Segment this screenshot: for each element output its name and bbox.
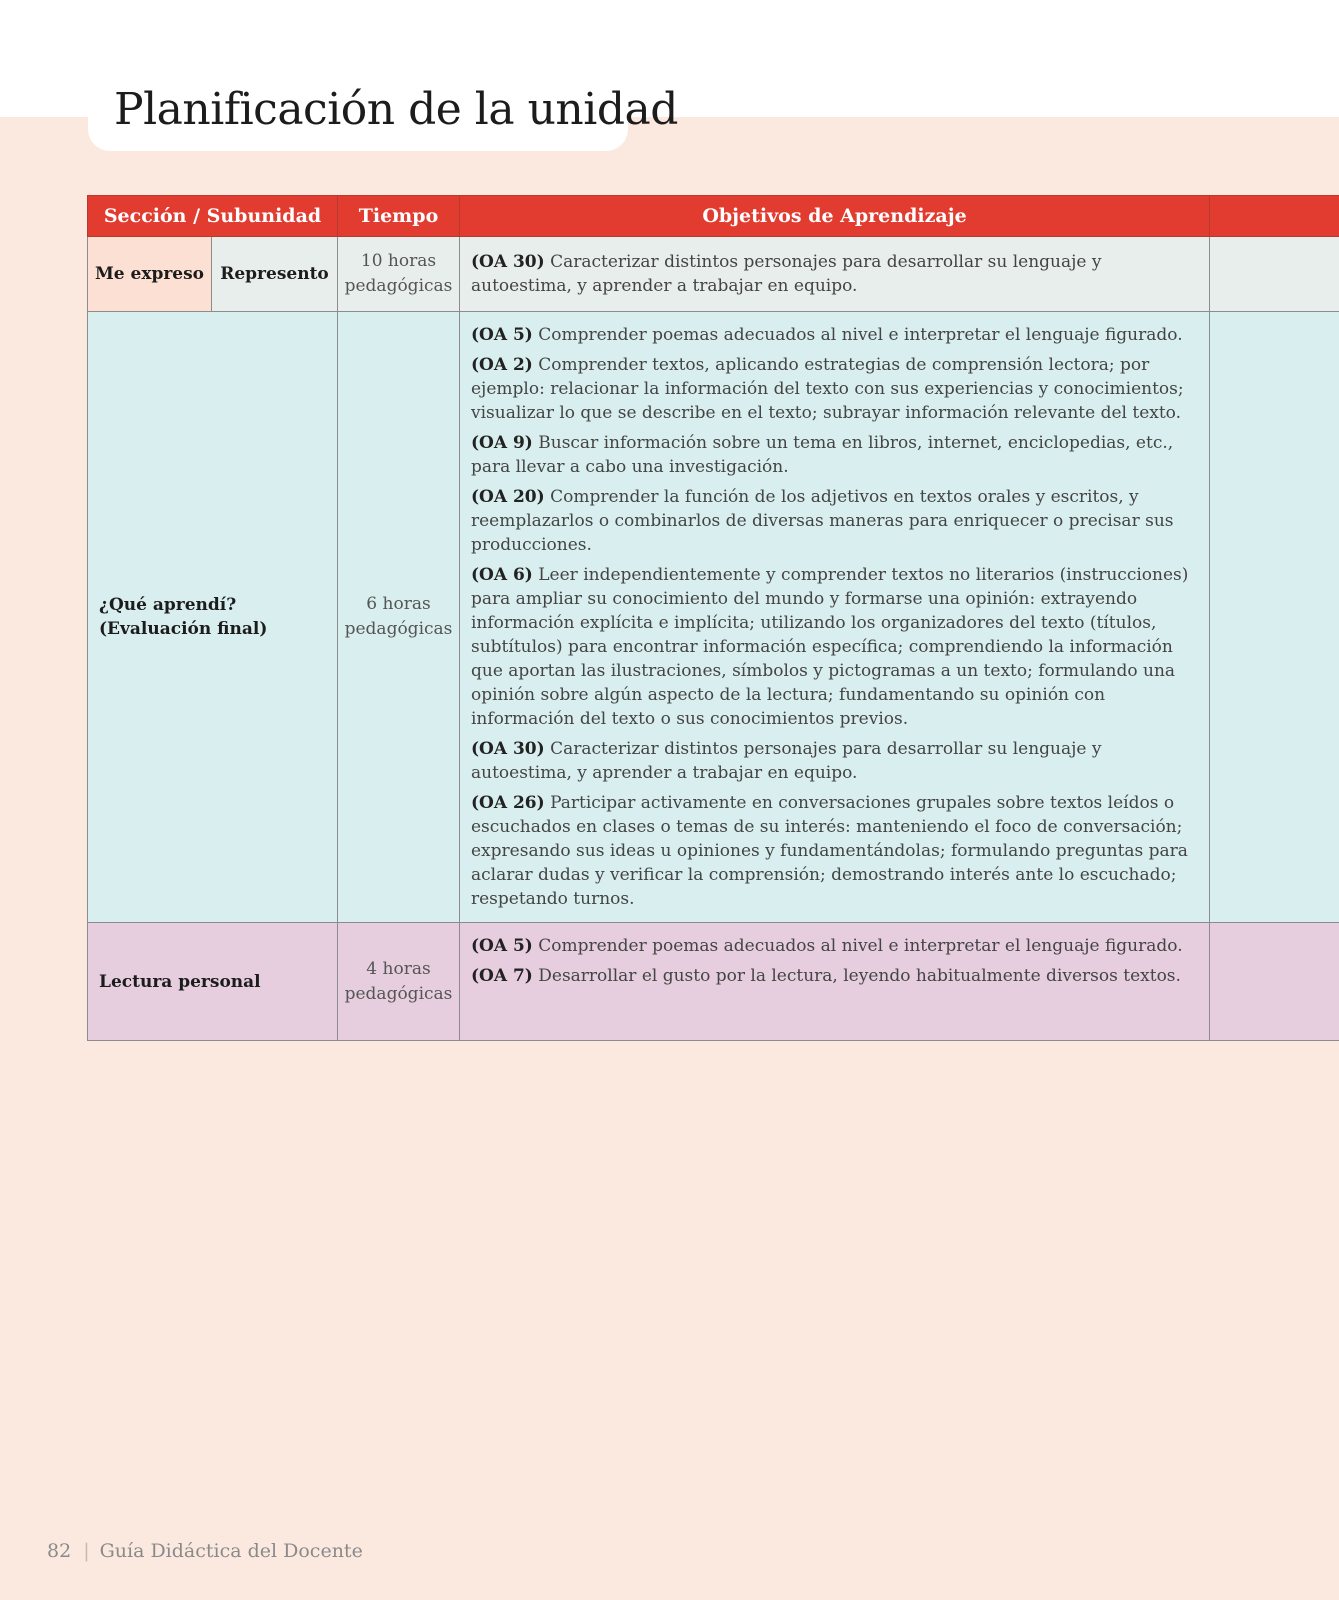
time-cell: 4 horas pedagógicas [338,923,460,1041]
extra-cell [1210,923,1339,1041]
objective-code: (OA 7) [471,966,533,986]
section-cell-que-aprendi [88,312,338,923]
objective-text: Comprender la función de los adjetivos en textos orales y escritos, y reemplazarlos o combinarlos de diversas maneras para enriquecer o precisar sus producciones. [471,487,1174,555]
header-section: Sección / Subunidad [88,196,338,237]
objective-text: Leer independientemente y comprender textos no literarios (instrucciones) para ampliar su conocimiento del mundo y formarse una opinión: extrayendo información explícita e implícita; utilizando los organizadores del texto (títulos, subtítulos) para encontrar información específica; comprendiendo la información que aportan las ilustraciones, símbolos y pictogramas a un texto; formulando una opinión sobre algún aspecto de la lectura; fundamentando su opinión con información del texto o sus conocimientos previos. [471,565,1189,729]
objective-text: Caracterizar distintos personajes para desarrollar su lenguaje y autoestima, y aprender a trabajar en equipo. [471,739,1102,783]
header-objectives: Objetivos de Aprendizaje [460,196,1210,237]
objective-code: (OA 9) [471,433,533,453]
section-label-line: ¿Qué aprendí? [99,595,237,615]
objective-item [471,323,1199,347]
section-cell-me-expreso: Me expreso [88,237,212,312]
section-cell-lectura-personal: Lectura personal [88,923,338,1041]
objective-text: Comprender poemas adecuados al nivel e interpretar el lenguaje figurado. [532,325,1183,345]
objective-code: (OA 6) [471,565,533,585]
objective-item [471,964,1199,988]
page-number: 82 [47,1540,72,1562]
objective-item [471,934,1199,958]
table-row [88,923,1339,1041]
objective-item [471,431,1199,479]
planning-table [87,195,1339,1041]
objective-code: (OA 30) [471,252,545,272]
table-header-row [88,196,1339,237]
time-cell: 6 horas pedagógicas [338,312,460,923]
table-row [88,237,1339,312]
objective-code: (OA 5) [471,325,533,345]
objective-code: (OA 5) [471,936,533,956]
subunit-cell-represento: Represento [212,237,338,312]
objective-item [471,563,1199,731]
objective-code: (OA 20) [471,487,545,507]
objective-item [471,791,1199,911]
planning-table-wrapper [87,195,1339,1041]
objective-text: Caracterizar distintos personajes para desarrollar su lenguaje y autoestima, y aprender a trabajar en equipo. [471,252,1102,296]
page-title: Planificación de la unidad [114,84,678,135]
objective-text: Participar activamente en conversaciones grupales sobre textos leídos o escuchados en clases o temas de su interés: manteniendo el foco de conversación; expresando sus ideas u opiniones y fundamentándolas; formulando preguntas para aclarar dudas y verificar la comprensión; demostrando interés ante lo escuchado; respetando turnos. [471,793,1188,909]
objective-text: Buscar información sobre un tema en libros, internet, enciclopedias, etc., para llevar a cabo una investigación. [471,433,1174,477]
objective-code: (OA 30) [471,739,545,759]
book-title: Guía Didáctica del Docente [99,1540,363,1562]
section-label-line: (Evaluación final) [99,619,268,639]
table-row [88,312,1339,923]
extra-cell [1210,312,1339,923]
header-time: Tiempo [338,196,460,237]
objective-text: Desarrollar el gusto por la lectura, leyendo habitualmente diversos textos. [532,966,1181,986]
extra-cell [1210,237,1339,312]
footer-separator: | [83,1540,90,1562]
time-cell: 10 horas pedagógicas [338,237,460,312]
objective-text: Comprender poemas adecuados al nivel e interpretar el lenguaje figurado. [532,936,1183,956]
objective-text: Comprender textos, aplicando estrategias de comprensión lectora; por ejemplo: relacionar la información del texto con sus experiencias y conocimientos; visualizar lo que se describe en el texto; subrayar información relevante del texto. [471,355,1184,423]
objectives-cell [460,237,1210,312]
objective-item [471,353,1199,425]
page-footer [47,1540,363,1562]
objectives-cell [460,923,1210,1041]
objective-code: (OA 26) [471,793,545,813]
objective-item [471,485,1199,557]
header-extra [1210,196,1339,237]
objectives-cell [460,312,1210,923]
objective-code: (OA 2) [471,355,533,375]
objective-item [471,737,1199,785]
objective-item [471,250,1199,298]
